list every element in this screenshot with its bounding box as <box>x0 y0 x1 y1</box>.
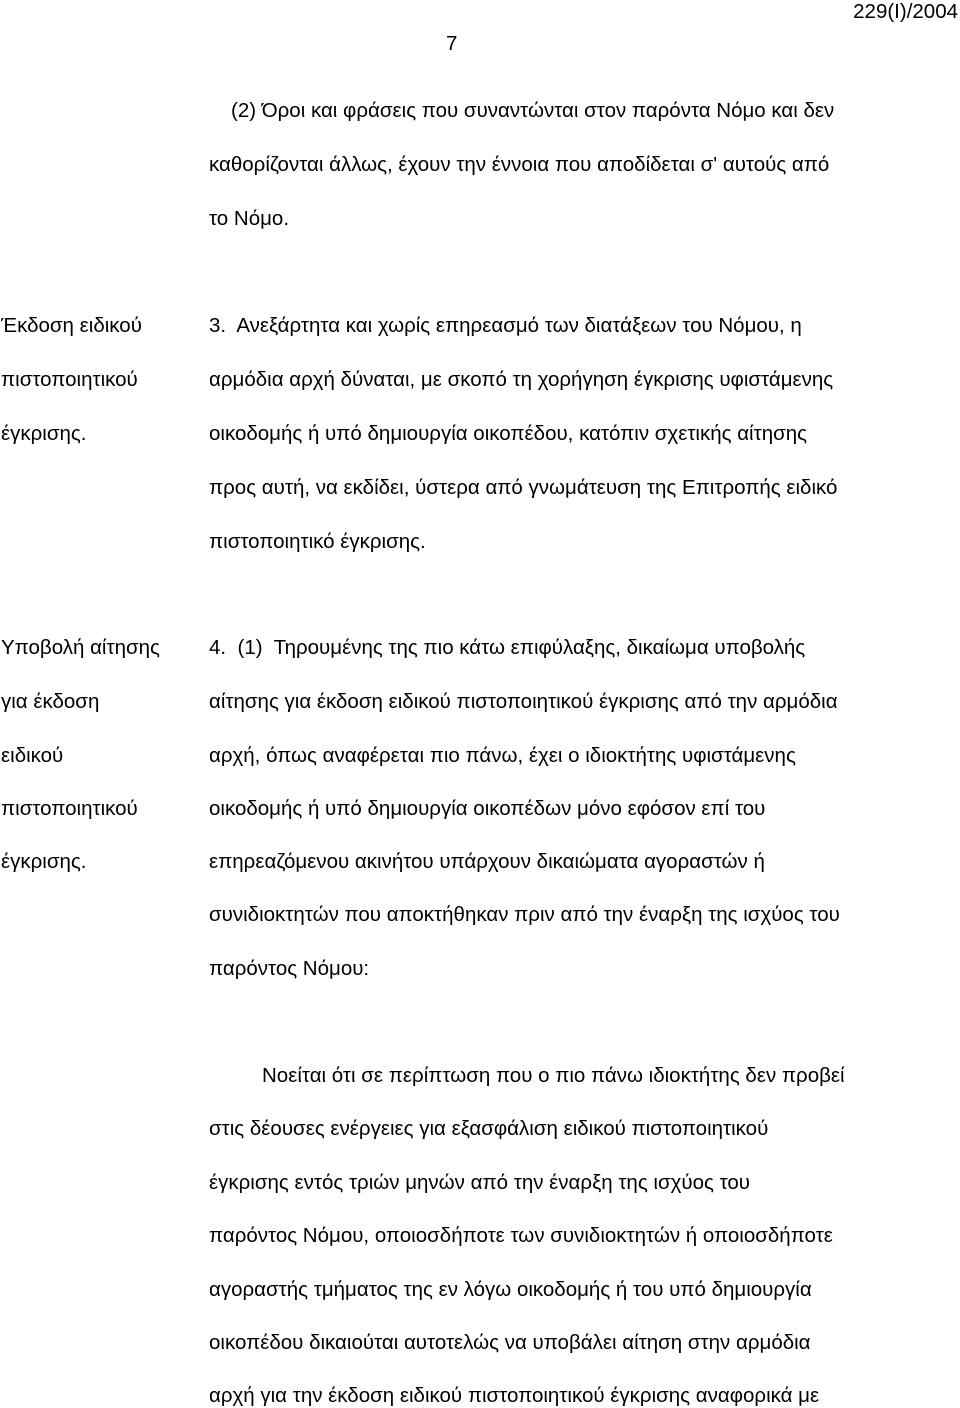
document-reference: 229(Ι)/2004 <box>853 0 958 23</box>
margin-note-line: έγκρισης. <box>1 422 87 445</box>
section-line: οικοδομής ή υπό δημιουργία οικοπέδων μόνο εφόσον επί του <box>209 797 766 820</box>
margin-note-line: πιστοποιητικού <box>1 797 138 820</box>
page-number: 7 <box>446 32 458 55</box>
section-line: αρμόδια αρχή δύναται, με σκοπό τη χορήγηση έγκρισης υφιστάμενης <box>209 368 834 391</box>
paragraph-line: (2) Όροι και φράσεις που συναντώνται στον παρόντα Νόμο και δεν <box>231 99 835 122</box>
proviso-line: στις δέουσες ενέργειες για εξασφάλιση ειδικού πιστοποιητικού <box>209 1117 769 1140</box>
proviso-line: αρχή για την έκδοση ειδικού πιστοποιητικού έγκρισης αναφορικά με <box>209 1384 820 1407</box>
section-line: αρχή, όπως αναφέρεται πιο πάνω, έχει ο ιδιοκτήτης υφιστάμενης <box>209 744 796 767</box>
margin-note-line: για έκδοση <box>1 690 100 713</box>
section-line: συνιδιοκτητών που αποκτήθηκαν πριν από την έναρξη της ισχύος του <box>209 903 840 926</box>
section-line: αίτησης για έκδοση ειδικού πιστοποιητικού έγκρισης από την αρμόδια <box>209 690 838 713</box>
margin-note-line: πιστοποιητικού <box>1 368 138 391</box>
section-line: οικοδομής ή υπό δημιουργία οικοπέδου, κατόπιν σχετικής αίτησης <box>209 422 808 445</box>
proviso-line: παρόντος Νόμου, οποιοσδήποτε των συνιδιοκτητών ή οποιοσδήποτε <box>209 1224 833 1247</box>
margin-note-line: Έκδοση ειδικού <box>1 314 142 337</box>
paragraph-line: καθορίζονται άλλως, έχουν την έννοια που αποδίδεται σ' αυτούς από <box>209 153 830 176</box>
section-line: πιστοποιητικό έγκρισης. <box>209 530 426 553</box>
paragraph-line: το Νόμο. <box>209 207 290 230</box>
margin-note-line: ειδικού <box>1 744 64 767</box>
proviso-line: αγοραστής τμήματος της εν λόγω οικοδομής ή του υπό δημιουργία <box>209 1278 812 1301</box>
margin-note-line: Υποβολή αίτησης <box>1 636 160 659</box>
section-line: παρόντος Νόμου: <box>209 957 370 980</box>
margin-note-line: έγκρισης. <box>1 850 87 873</box>
section-line: επηρεαζόμενου ακινήτου υπάρχουν δικαιώματα αγοραστών ή <box>209 850 765 873</box>
proviso-line: έγκρισης εντός τριών μηνών από την έναρξη της ισχύος του <box>209 1171 750 1194</box>
section-line: 4. (1) Τηρουμένης της πιο κάτω επιφύλαξης, δικαίωμα υποβολής <box>209 636 806 659</box>
section-line: 3. Ανεξάρτητα και χωρίς επηρεασμό των διατάξεων του Νόμου, η <box>209 314 802 337</box>
proviso-line: οικοπέδου δικαιούται αυτοτελώς να υποβάλει αίτηση στην αρμόδια <box>209 1331 811 1354</box>
proviso-line: Νοείται ότι σε περίπτωση που ο πιο πάνω ιδιοκτήτης δεν προβεί <box>262 1064 845 1087</box>
section-line: προς αυτή, να εκδίδει, ύστερα από γνωμάτευση της Επιτροπής ειδικό <box>209 476 838 499</box>
